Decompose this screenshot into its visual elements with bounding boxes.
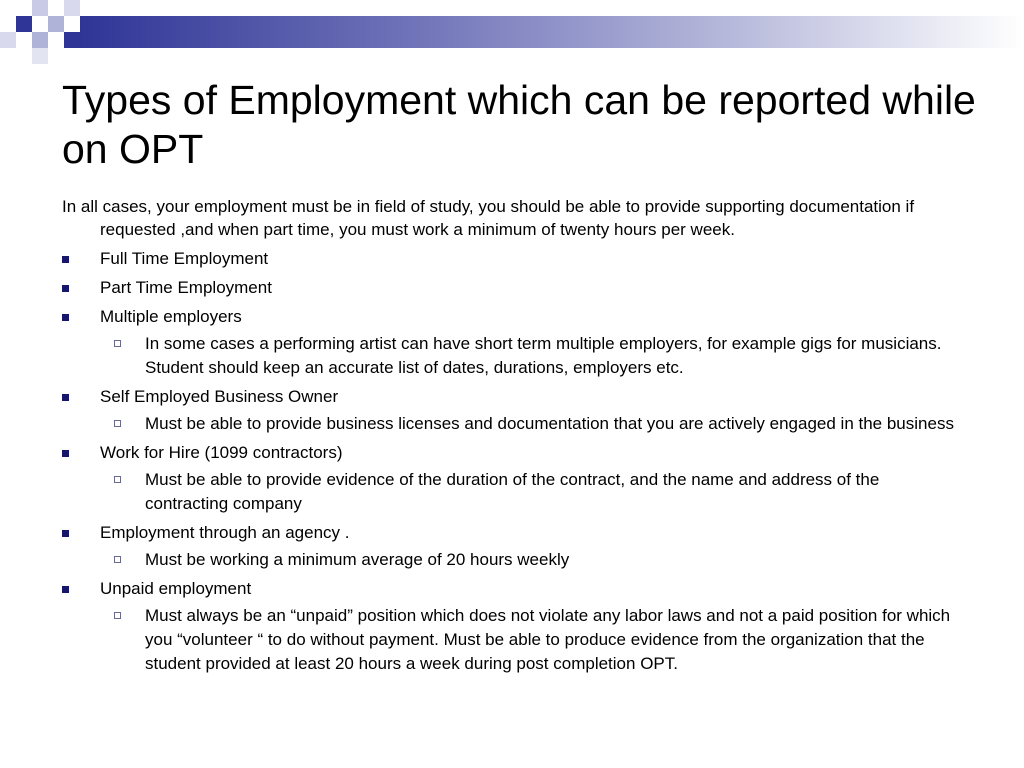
deco-square-6 — [32, 32, 48, 48]
hollow-square-bullet-icon — [114, 340, 121, 347]
square-bullet-icon — [62, 314, 69, 321]
deco-square-8 — [32, 48, 48, 64]
bullet-list — [62, 247, 962, 676]
header-decoration — [0, 0, 1024, 64]
bullet-text: Work for Hire (1099 contractors) — [100, 443, 343, 462]
bullet-text: Full Time Employment — [100, 249, 269, 268]
deco-square-7 — [64, 32, 80, 48]
sub-bullet-item — [62, 604, 962, 676]
square-bullet-icon — [62, 450, 69, 457]
hollow-square-bullet-icon — [114, 476, 121, 483]
sub-bullet-item — [62, 468, 962, 516]
sub-bullet-item — [62, 332, 962, 380]
slide-body — [62, 195, 962, 681]
hollow-square-bullet-icon — [114, 420, 121, 427]
sub-bullet-text: Must always be an “unpaid” position which does not violate any labor laws and not a paid position for which you “volunteer “ to do without payment. Must be able to produce evidence from the organization that the student provided at least 20 hours a week during post completion OPT. — [145, 606, 951, 673]
sub-bullet-item — [62, 548, 962, 572]
square-bullet-icon — [62, 256, 69, 263]
deco-square-2 — [32, 0, 48, 16]
square-bullet-icon — [62, 530, 69, 537]
hollow-square-bullet-icon — [114, 612, 121, 619]
bullet-text: Self Employed Business Owner — [100, 387, 339, 406]
bullet-item — [62, 247, 962, 270]
deco-square-5 — [0, 32, 16, 48]
bullet-item — [62, 577, 962, 600]
deco-square-3 — [48, 16, 64, 32]
bullet-text: Part Time Employment — [100, 278, 272, 297]
bullet-item — [62, 305, 962, 328]
bullet-text: Employment through an agency . — [100, 523, 350, 542]
sub-bullet-text: In some cases a performing artist can have short term multiple employers, for example gigs for musicians. Student should keep an accurate list of dates, durations, employers etc. — [145, 334, 942, 377]
bullet-item — [62, 441, 962, 464]
slide-title: Types of Employment which can be reported while on OPT — [62, 77, 976, 172]
sub-bullet-item — [62, 412, 962, 436]
intro-paragraph: In all cases, your employment must be in field of study, you should be able to provide supporting documentation if requested ,and when part time, you must work a minimum of twenty hours per week. — [62, 197, 915, 239]
square-bullet-icon — [62, 586, 69, 593]
deco-square-1 — [16, 16, 32, 32]
hollow-square-bullet-icon — [114, 556, 121, 563]
deco-square-4 — [64, 0, 80, 16]
sub-bullet-text: Must be able to provide business licenses and documentation that you are actively engaged in the business — [145, 414, 954, 433]
sub-bullet-text: Must be working a minimum average of 20 hours weekly — [145, 550, 570, 569]
bullet-item — [62, 385, 962, 408]
sub-bullet-text: Must be able to provide evidence of the duration of the contract, and the name and address of the contracting company — [145, 470, 880, 513]
bullet-item — [62, 521, 962, 544]
bullet-text: Unpaid employment — [100, 579, 252, 598]
square-bullet-icon — [62, 285, 69, 292]
square-bullet-icon — [62, 394, 69, 401]
bullet-text: Multiple employers — [100, 307, 242, 326]
bullet-item — [62, 276, 962, 299]
header-gradient-band — [80, 16, 1024, 48]
